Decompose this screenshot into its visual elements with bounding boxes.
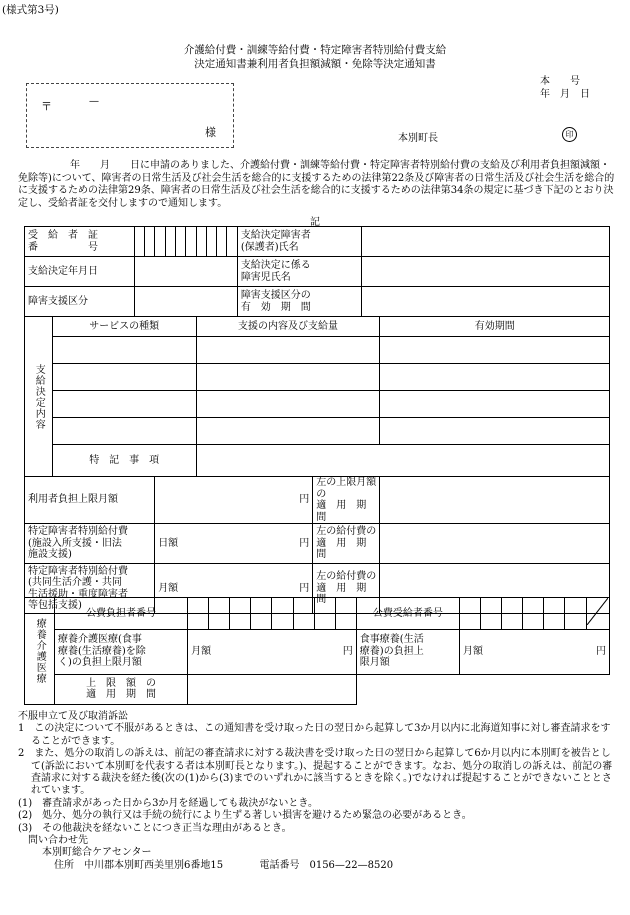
contact-org: 本別町総合ケアセンター bbox=[42, 847, 152, 859]
burden-limit-field[interactable]: 円 bbox=[155, 477, 313, 524]
decision-date-label: 支給決定年月日 bbox=[25, 257, 135, 287]
appeal-notes bbox=[18, 711, 618, 872]
service-row[interactable] bbox=[52, 391, 196, 418]
service-type-header: サービスの種類 bbox=[52, 317, 196, 337]
document-title-line1: 介護給付費・訓練等給付費・特定障害者特別給付費支給 bbox=[183, 44, 447, 56]
body-text: 年 月 日に申請のありました、介護給付費・訓練等給付費・特定障害者特別給付費の支給及び利用者負担額減額・免除等)について、障害者の日常生活及び社会生活を総合的に支援するための法律第22条及び障害者の日常生活及び社会生活を総合的に支援するための法律第29条、障害者の日常生活及び社会生活を総合的に支援するための法律第34条の規定に基づき下記のとおり決定し、受給者証を交付しますので通知します。 bbox=[18, 160, 615, 209]
benefit2-period-label: 左の給付費の 適 用 期 間 bbox=[313, 564, 380, 614]
address-box bbox=[26, 83, 234, 148]
valid-period-header: 有効期間 bbox=[380, 317, 610, 337]
burden-limit-label: 利用者負担上限月額 bbox=[25, 477, 155, 524]
issuer-name: 本別町長 bbox=[398, 133, 438, 144]
decision-date-field[interactable] bbox=[134, 257, 237, 287]
recipient-no-digit[interactable] bbox=[134, 227, 144, 257]
notes-sub-3: (3) その他裁決を経ないことにつき正当な理由があるとき。 bbox=[18, 822, 292, 834]
class-period-label: 障害支援区分の 有 効 期 間 bbox=[237, 287, 361, 317]
postal-mark: 〒 bbox=[41, 100, 52, 113]
special-benefit1-label: 特定障害者特別給付費 (施設入所支援・旧法 施設支援) bbox=[25, 524, 155, 564]
notes-sub-1: (1) 審査請求があった日から3か月を経過しても裁決がないとき。 bbox=[18, 797, 319, 809]
notes-item-1: 1 この決定について不服があるときは、この通知書を受け取った日の翌日から起算して3か月以内に北海道知事に対し審査請求をすることができます。 bbox=[18, 723, 611, 747]
support-class-field[interactable] bbox=[134, 287, 237, 317]
support-class-label: 障害支援区分 bbox=[25, 287, 135, 317]
blank-area bbox=[356, 674, 609, 704]
medical-limit-period-label: 上 限 額 の 適 用 期 間 bbox=[54, 674, 187, 704]
recipient-no-label: 受 給 者 証 番 号 bbox=[25, 227, 135, 257]
contact-phone: 電話番号 0156—22—8520 bbox=[259, 859, 394, 871]
special-benefit2-field[interactable]: 月額 円 bbox=[155, 564, 313, 614]
diagonal-slash-icon bbox=[587, 598, 608, 625]
notes-item-2: 2 また、処分の取消しの訴えは、前記の審査請求に対する裁決書を受け取った日の翌日から起算して6か月以内に本別町を被告として(訴訟において本別町を代表する者は本別町長となります。)、提起することができます。なお、処分の取消しの訴えは、前記の審査請求に対する裁決を経た後(次の(1)から(3)までのいずれかに該当するときを除く。)でなければ提起することができないこととされています。 bbox=[18, 748, 613, 797]
class-period-field[interactable] bbox=[361, 287, 609, 317]
benefit1-period-field[interactable] bbox=[380, 524, 610, 564]
special-benefit2-label: 特定障害者特別給付費 (共同生活介護・共同 生活援助・重度障害者 等包括支援) bbox=[25, 564, 155, 614]
contact-label: 問い合わせ先 bbox=[28, 835, 88, 847]
content-vertical-label: 支給決定内容 bbox=[25, 317, 53, 477]
document-title-line2: 決定通知書兼利用者負担額減額・免除等決定通知書 bbox=[194, 58, 436, 70]
recipient-suffix: 様 bbox=[205, 126, 216, 139]
service-row[interactable] bbox=[52, 364, 196, 391]
special-notes-label: 特 記 事 項 bbox=[52, 445, 196, 477]
limit-period-field[interactable] bbox=[380, 477, 610, 524]
issue-date-label: 年 月 日 bbox=[540, 89, 590, 100]
seal-icon: 印 bbox=[562, 127, 577, 142]
payer-no-label: 公費負担者番号 bbox=[54, 598, 187, 630]
child-name-label: 支給決定に係る 障害児氏名 bbox=[237, 257, 361, 287]
child-name-field[interactable] bbox=[361, 257, 609, 287]
support-amount-header: 支援の内容及び支給量 bbox=[196, 317, 380, 337]
postal-dash: — bbox=[89, 96, 99, 107]
guardian-name-field[interactable] bbox=[361, 227, 609, 257]
document-number-label: 本 号 bbox=[540, 76, 580, 87]
special-notes-field[interactable] bbox=[196, 445, 610, 477]
contact-address: 住所 中川郡本別町西美里別6番地15 bbox=[54, 859, 224, 871]
medical-limit-period-field[interactable] bbox=[188, 674, 357, 704]
payer-no-digit[interactable] bbox=[188, 598, 209, 630]
guardian-name-label: 支給決定障害者 (保護者)氏名 bbox=[237, 227, 361, 257]
medical-limit-field[interactable]: 月額 円 bbox=[188, 629, 357, 674]
special-benefit1-field[interactable]: 日額 円 bbox=[155, 524, 313, 564]
notes-sub-2: (2) 処分、処分の執行又は手続の続行により生ずる著しい損害を避けるため緊急の必要があるとき。 bbox=[18, 810, 472, 822]
medical-care-vertical-label: 療養介護医療 bbox=[25, 598, 55, 705]
limit-period-label: 左の上限月額の 適 用 期 間 bbox=[313, 477, 380, 524]
medical-limit-label: 療養介護医療(食事 療養(生活療養)を除 く)の負担上限月額 bbox=[54, 629, 187, 674]
service-row[interactable] bbox=[52, 337, 196, 364]
contact-line bbox=[18, 860, 618, 872]
form-number: (様式第3号) bbox=[2, 4, 59, 16]
receiver-no-digit[interactable] bbox=[460, 598, 481, 630]
receiver-no-label: 公費受給者番号 bbox=[356, 598, 459, 630]
medical-care-table bbox=[24, 597, 610, 705]
diagonal-slash-cell bbox=[586, 598, 610, 630]
notes-heading: 不服申立て及び取消訴訟 bbox=[18, 711, 128, 722]
service-row[interactable] bbox=[52, 418, 196, 445]
meal-limit-label: 食事療養(生活 療養)の負担上 限月額 bbox=[356, 629, 459, 674]
benefit1-period-label: 左の給付費の 適 用 期 間 bbox=[313, 524, 380, 564]
ki-label: 記 bbox=[310, 217, 320, 228]
decision-table bbox=[24, 226, 610, 614]
meal-limit-field[interactable]: 月額 円 bbox=[460, 629, 610, 674]
